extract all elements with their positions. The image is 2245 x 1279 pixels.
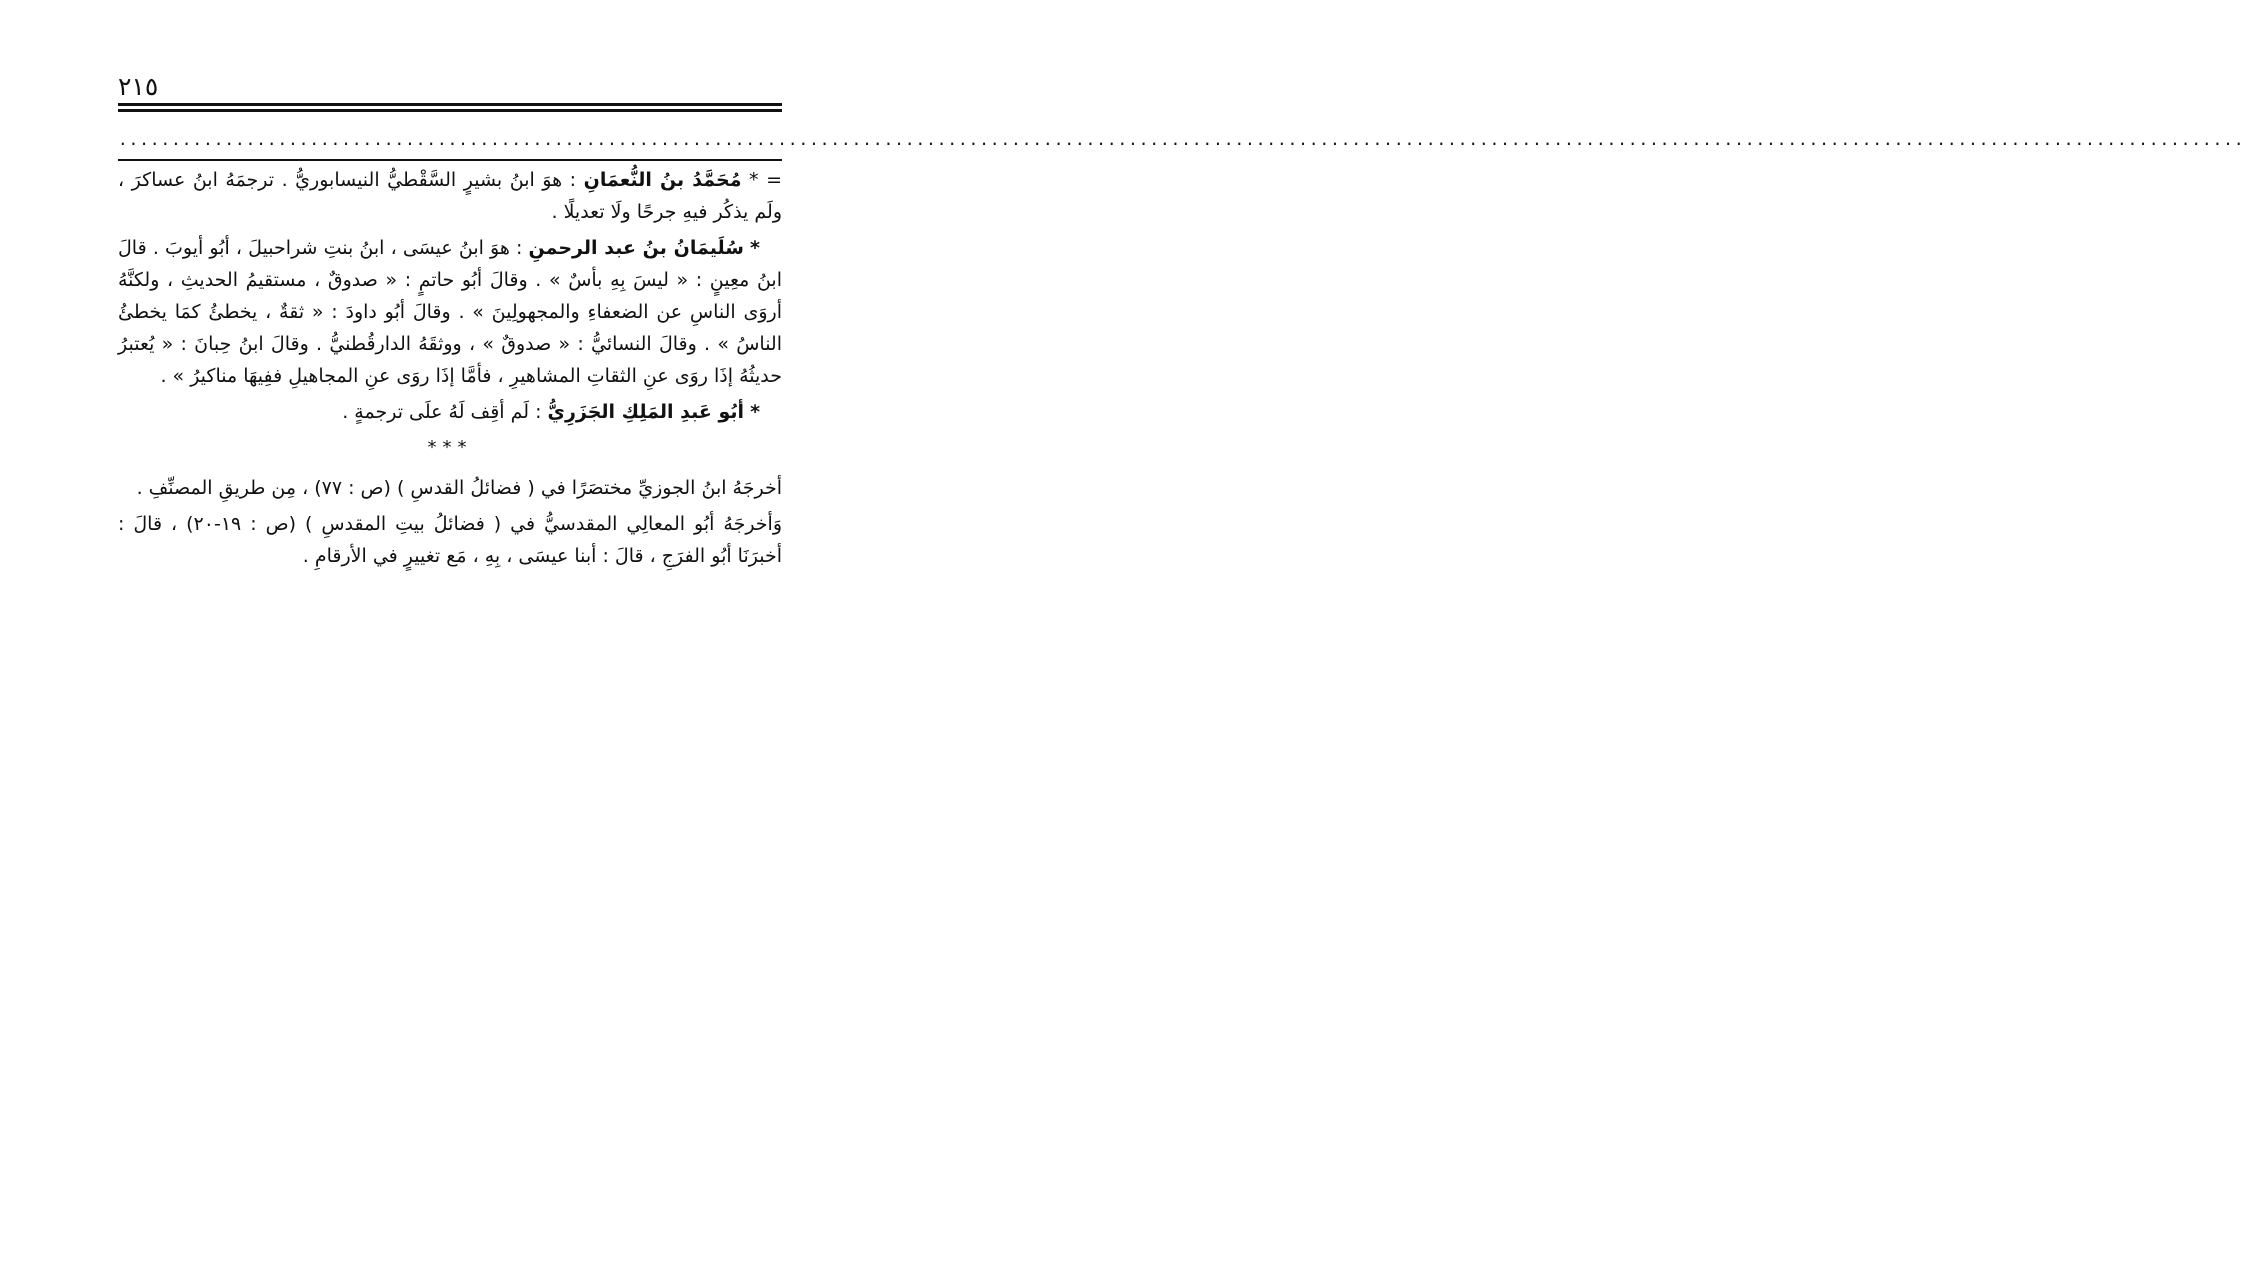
note-prefix: * <box>750 401 760 423</box>
footnote-sulayman-ibn-abd-al-rahman <box>118 232 782 392</box>
narrator-name: مُحَمَّدُ بنُ النُّعمَانِ <box>583 169 742 191</box>
header-rule-bottom <box>118 109 782 112</box>
narrator-name: أبُو عَبدِ المَلِكِ الجَزَرِيُّ <box>547 401 745 423</box>
footnote-rule <box>118 159 782 161</box>
page-number: ٢١٥ <box>118 72 159 101</box>
note-prefix: * <box>750 237 760 259</box>
section-separator-stars: *** <box>427 437 473 458</box>
footnote-muhammad-ibn-numan <box>118 164 782 228</box>
page-body <box>118 164 782 576</box>
footnote-abu-abd-al-malik <box>118 396 782 428</box>
header-rule-top <box>118 103 782 106</box>
narrator-note: : هوَ ابنُ عيسَى ، ابنُ بنتِ شراحبيلَ ، أبُو أيوبَ . قالَ ابنُ معِينٍ : « ليسَ بِهِ بأسٌ » . وقالَ أبُو حاتمٍ : « صدوقٌ ، مستقيمُ الحديثِ ، ولكنَّهُ أروَى الناسِ عن الضعفاءِ والمجهولِينَ » . وقالَ أبُو داودَ : « ثقةٌ ، يخطئُ كمَا يخطئُ الناسُ » . وقالَ النسائيُّ : « صدوقٌ » ، ووثقَهُ الدارقُطنيُّ . وقالَ ابنُ حِبانَ : « يُعتبرُ حديثُهُ إذَا روَى عنِ الثقاتِ المشاهيرِ ، فأمَّا إذَا روَى عنِ المجاهيلِ ففِيهَا مناكيرُ » . <box>118 237 782 387</box>
takhrij-ibn-al-jawzi: أخرجَهُ ابنُ الجوزيِّ مختصَرًا في ( فضائلُ القدسِ ) (ص : ٧٧) ، مِن طريقِ المصنِّفِ . <box>136 477 782 499</box>
narrator-note: : لَم أقِف لَهُ علَى ترجمةٍ . <box>342 401 542 423</box>
dotted-separator: ........................................................................................................................................................................................................ <box>118 130 2245 149</box>
narrator-note: : هوَ ابنُ بشيرٍ السَّقْطيُّ النيسابوريُّ . ترجمَهُ ابنُ عساكرَ ، ولَم يذكُر فيهِ جرحًا ولَا تعديلًا . <box>118 169 782 223</box>
narrator-name: سُلَيمَانُ بنُ عبد الرحمنِ <box>528 237 744 259</box>
note-prefix: = * <box>749 169 782 191</box>
takhrij-abu-al-maali: وَأخرجَهُ أبُو المعالِي المقدسيُّ في ( فضائلُ بيتِ المقدسِ ) (ص : ١٩-٢٠) ، قالَ : أخبرَنَا أبُو الفرَجِ ، قالَ : أبنا عيسَى ، بِهِ ، مَع تغييرٍ في الأرقامِ . <box>118 513 782 567</box>
